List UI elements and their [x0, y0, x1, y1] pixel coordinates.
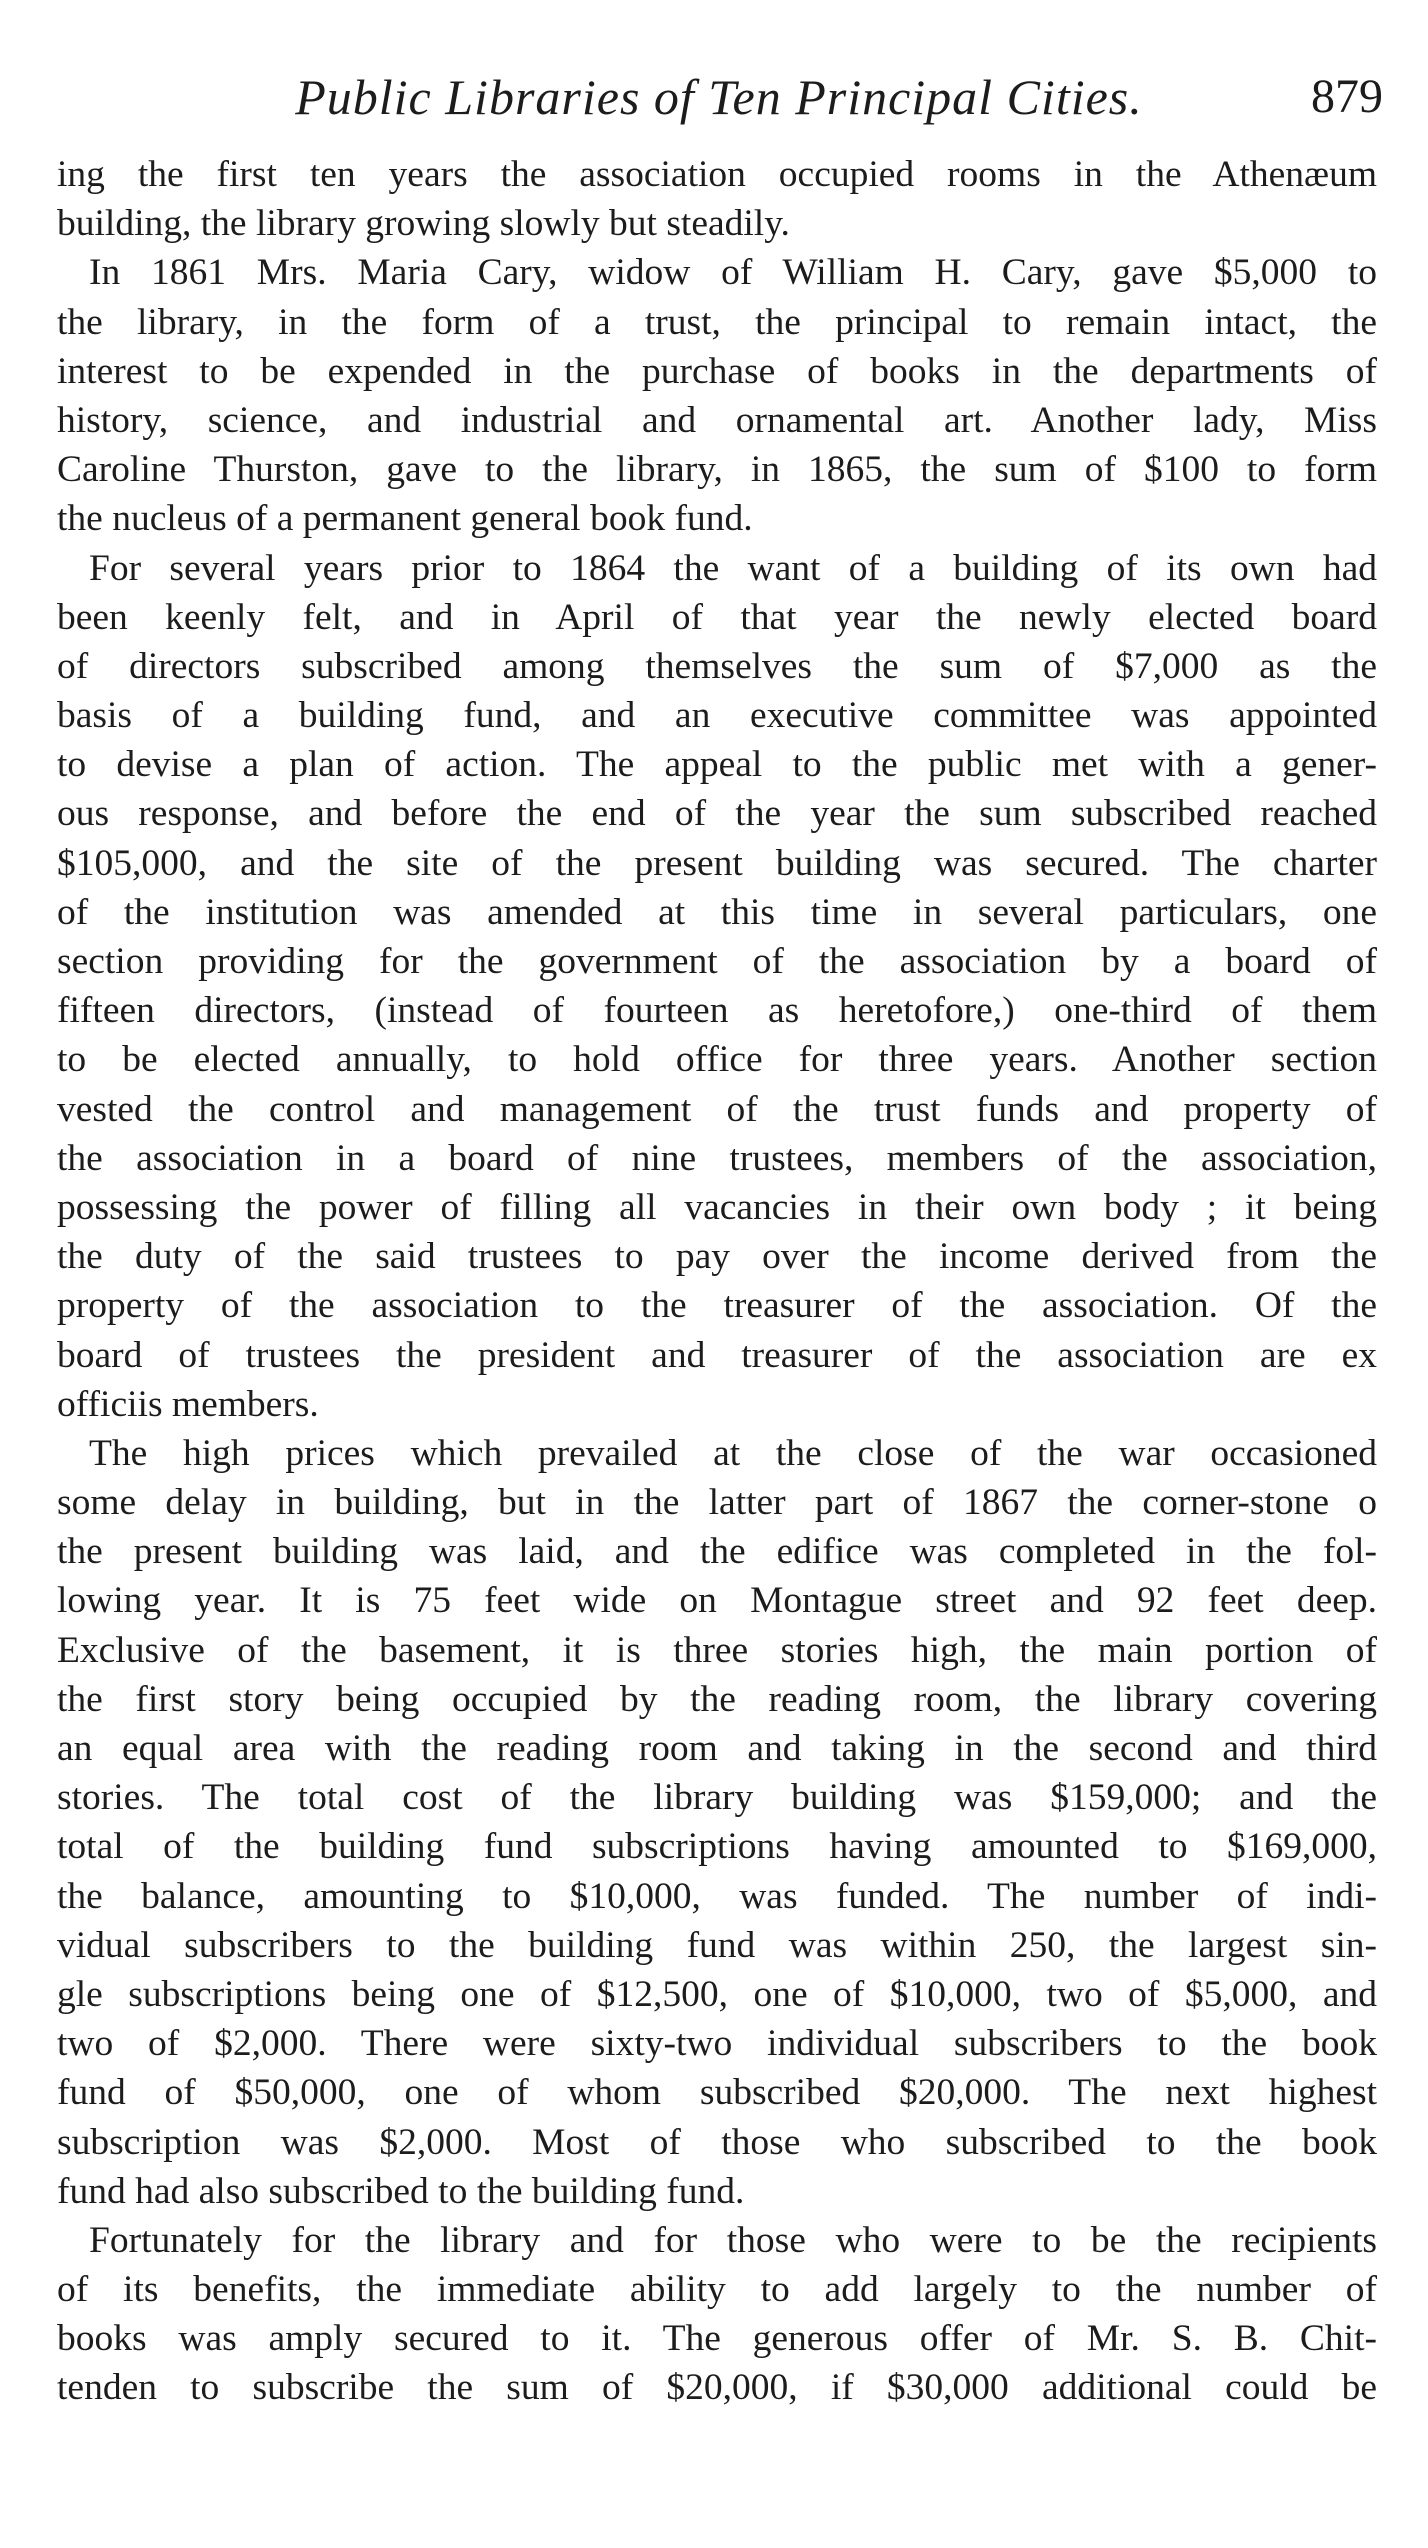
text-line: the balance, amounting to $10,000, was funded. The number of indi-	[57, 1875, 1377, 1917]
text-line: the first story being occupied by the reading room, the library covering	[57, 1678, 1377, 1720]
paragraph	[57, 544, 1377, 1429]
text-line: of directors subscribed among themselves the sum of $7,000 as the	[57, 645, 1377, 687]
text-line: building, the library growing slowly but steadily.	[57, 203, 790, 245]
text-line: fund had also subscribed to the building fund.	[57, 2170, 745, 2212]
text-line: lowing year. It is 75 feet wide on Montague street and 92 feet deep.	[57, 1580, 1377, 1622]
text-line: board of trustees the president and treasurer of the association are ex	[57, 1334, 1377, 1376]
page-header	[55, 62, 1383, 132]
paragraph	[57, 2216, 1377, 2413]
text-line: tenden to subscribe the sum of $20,000, if $30,000 additional could be	[57, 2367, 1377, 2409]
text-line: total of the building fund subscriptions having amounted to $169,000,	[57, 1826, 1377, 1868]
text-line: an equal area with the reading room and taking in the second and third	[57, 1728, 1377, 1769]
text-line: been keenly felt, and in April of that year the newly elected board	[57, 596, 1377, 638]
text-line: ing the first ten years the association occupied rooms in the Athenæum	[57, 154, 1377, 195]
text-line: of its benefits, the immediate ability to add largely to the number of	[57, 2269, 1377, 2311]
text-line: fifteen directors, (instead of fourteen as heretofore,) one-third of them	[57, 990, 1377, 1032]
text-line: section providing for the government of the association by a board of	[57, 941, 1377, 982]
text-line: the present building was laid, and the edifice was completed in the fol-	[57, 1531, 1377, 1573]
text-line: property of the association to the treasurer of the association. Of the	[57, 1285, 1377, 1327]
text-line: gle subscriptions being one of $12,500, one of $10,000, two of $5,000, and	[57, 1973, 1377, 2015]
text-line: The high prices which prevailed at the close of the war occasioned	[89, 1432, 1377, 1474]
text-line: to devise a plan of action. The appeal to the public met with a gener-	[57, 744, 1377, 786]
text-line: vidual subscribers to the building fund was within 250, the largest sin-	[57, 1924, 1377, 1966]
running-title: Public Libraries of Ten Principal Cities.	[295, 69, 1143, 125]
text-line: possessing the power of filling all vacancies in their own body ; it being	[57, 1186, 1377, 1228]
text-line: stories. The total cost of the library building was $159,000; and the	[57, 1777, 1377, 1819]
text-line: In 1861 Mrs. Maria Cary, widow of William H. Cary, gave $5,000 to	[89, 252, 1377, 294]
text-line: Exclusive of the basement, it is three stories high, the main portion of	[57, 1629, 1377, 1671]
paragraph	[57, 1429, 1377, 2216]
text-line: Caroline Thurston, gave to the library, in 1865, the sum of $100 to form	[57, 449, 1377, 491]
text-line: the nucleus of a permanent general book fund.	[57, 498, 753, 540]
text-line: vested the control and management of the trust funds and property of	[57, 1088, 1377, 1130]
text-line: interest to be expended in the purchase of books in the departments of	[57, 350, 1377, 392]
text-line: For several years prior to 1864 the want of a building of its own had	[89, 547, 1377, 589]
text-line: some delay in building, but in the latter part of 1867 the corner-stone o	[57, 1482, 1377, 1524]
paragraph	[57, 150, 1377, 248]
text-line: the library, in the form of a trust, the principal to remain intact, the	[57, 301, 1377, 343]
text-line: Fortunately for the library and for those who were to be the recipients	[89, 2219, 1377, 2261]
text-line: history, science, and industrial and ornamental art. Another lady, Miss	[57, 399, 1377, 441]
text-line: the association in a board of nine trustees, members of the association,	[57, 1137, 1377, 1179]
text-line: the duty of the said trustees to pay over the income derived from the	[57, 1236, 1377, 1278]
text-line: fund of $50,000, one of whom subscribed $20,000. The next highest	[57, 2072, 1377, 2114]
text-line: books was amply secured to it. The generous offer of Mr. S. B. Chit-	[57, 2318, 1377, 2360]
paragraph	[57, 248, 1377, 543]
body-text	[57, 150, 1377, 2413]
text-line: ous response, and before the end of the year the sum subscribed reached	[57, 793, 1377, 835]
text-line: subscription was $2,000. Most of those who subscribed to the book	[57, 2121, 1377, 2163]
text-line: of the institution was amended at this time in several particulars, one	[57, 891, 1377, 933]
text-line: two of $2,000. There were sixty-two individual subscribers to the book	[57, 2023, 1377, 2065]
text-line: to be elected annually, to hold office for three years. Another section	[57, 1039, 1377, 1081]
text-line: basis of a building fund, and an executive committee was appointed	[57, 695, 1377, 737]
page-number: 879	[1311, 70, 1383, 123]
text-line: officiis members.	[57, 1383, 319, 1425]
text-line: $105,000, and the site of the present building was secured. The charter	[57, 842, 1377, 884]
